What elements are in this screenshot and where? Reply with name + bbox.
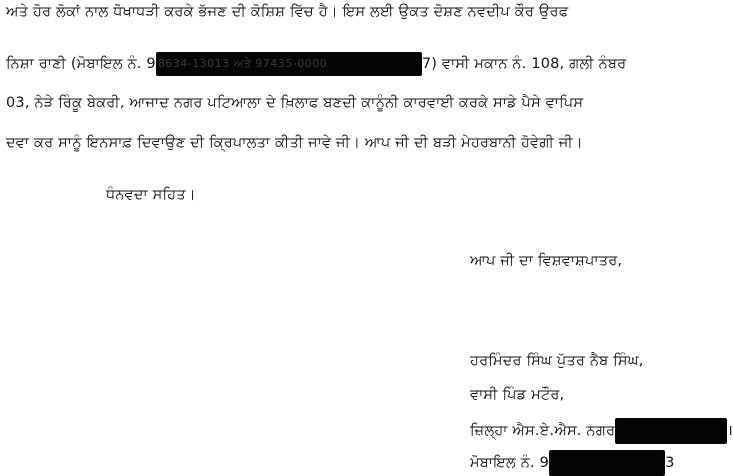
signature-name: ਹਰਮਿੰਦਰ ਸਿੰਘ ਪੁੱਤਰ ਨੈਬ ਸਿੰਘ, <box>470 353 644 369</box>
redacted-phone-numbers <box>156 52 422 76</box>
signature-mobile-label: ਮੋਬਾਇਲ ਨੰ. 9 <box>470 455 550 471</box>
signature-village: ਵਾਸੀ ਪਿੰਡ ਮਟੌਰ, <box>470 387 565 403</box>
letter-greeting: ਧੰਨਵਦਾ ਸਹਿਤ। <box>106 187 196 203</box>
letter-line-2 <box>6 52 626 76</box>
redaction-block-district <box>615 418 727 444</box>
letter-line-4: ਦਵਾ ਕਰ ਸਾਨੂੰ ਇਨਸਾਫ਼ ਦਿਵਾਉਣ ਦੀ ਕ੍ਰਿਪਾਲਤਾ ਕੀਤੀ ਜਾਵੇ ਜੀ। ਆਪ ਜੀ ਦੀ ਬੜੀ ਮੇਹਰਬਾਨੀ ਹੋਵੇਗੀ ਜੀ। <box>6 135 583 151</box>
letter-line-2-end: 7) ਵਾਸੀ ਮਕਾਨ ਨੰ. 108, ਗਲੀ ਨੰਬਰ <box>421 56 627 72</box>
signature-mobile <box>470 450 675 476</box>
signature-district <box>470 418 733 444</box>
redaction-block-mobile <box>549 450 665 476</box>
redacted-phone-text: 8634-13013 ਅਤੇ 97435-0000 <box>157 57 328 70</box>
letter-line-3: 03, ਨੇੜੇ ਰਿੰਕੂ ਬੇਕਰੀ, ਆਜਾਦ ਨਗਰ ਪਟਿਆਲਾ ਦੇ ਖ਼ਿਲਾਫ ਬਣਦੀ ਕਾਨੂੰਨੀ ਕਾਰਵਾਈ ਕਰਕੇ ਸਾਡੇ ਪੈਸੇ ਵਾਪਿਸ <box>6 95 584 111</box>
signature-closing: ਆਪ ਜੀ ਦਾ ਵਿਸ਼ਵਾਸ਼ਪਾਤਰ, <box>470 253 623 269</box>
letter-line-1: ਅਤੇ ਹੋਰ ਲੋਕਾਂ ਨਾਲ ਧੋਖਾਧੜੀ ਕਰਕੇ ਭੱਜਣ ਦੀ ਕੋਸ਼ਿਸ਼ ਵਿੱਚ ਹੈ। ਇਸ ਲਈ ਉਕਤ ਦੋਸ਼ਣ ਨਵਦੀਪ ਕੌਰ ਉਰਫ <box>6 4 569 20</box>
letter-line-2-start: ਨਿਸ਼ਾ ਰਾਣੀ (ਮੋਬਾਇਲ ਨੰ. 9 <box>6 56 156 72</box>
signature-mobile-end: 3 <box>665 455 675 471</box>
signature-district-text: ਜ਼ਿਲ੍ਹਾ ਐਸ.ਏ.ਐਸ. ਨਗਰ <box>470 423 616 439</box>
signature-district-end: । <box>727 423 733 439</box>
